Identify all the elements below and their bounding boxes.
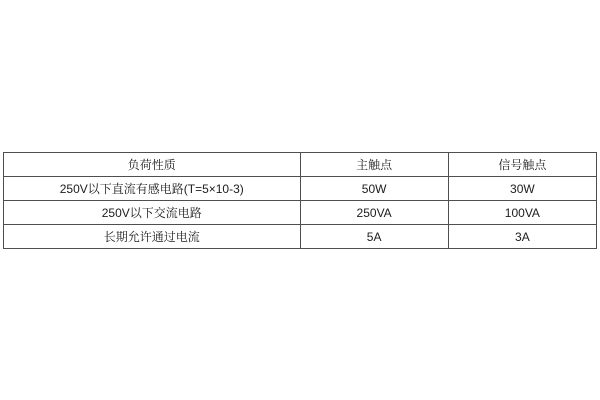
cell-load-type: 250V以下交流电路 xyxy=(4,201,301,225)
cell-load-type: 250V以下直流有感电路(T=5×10-3) xyxy=(4,177,301,201)
table-row xyxy=(4,177,597,201)
cell-load-type: 长期允许通过电流 xyxy=(4,225,301,249)
cell-signal-contact: 30W xyxy=(448,177,596,201)
cell-main-contact: 50W xyxy=(300,177,448,201)
header-row xyxy=(4,153,597,177)
header-cell-load-type: 负荷性质 xyxy=(4,153,301,177)
cell-main-contact: 5A xyxy=(300,225,448,249)
table-row xyxy=(4,225,597,249)
header-cell-signal-contact: 信号触点 xyxy=(448,153,596,177)
cell-signal-contact: 100VA xyxy=(448,201,596,225)
header-cell-main-contact: 主触点 xyxy=(300,153,448,177)
cell-signal-contact: 3A xyxy=(448,225,596,249)
cell-main-contact: 250VA xyxy=(300,201,448,225)
contact-load-spec-table xyxy=(3,152,597,249)
table-row xyxy=(4,201,597,225)
